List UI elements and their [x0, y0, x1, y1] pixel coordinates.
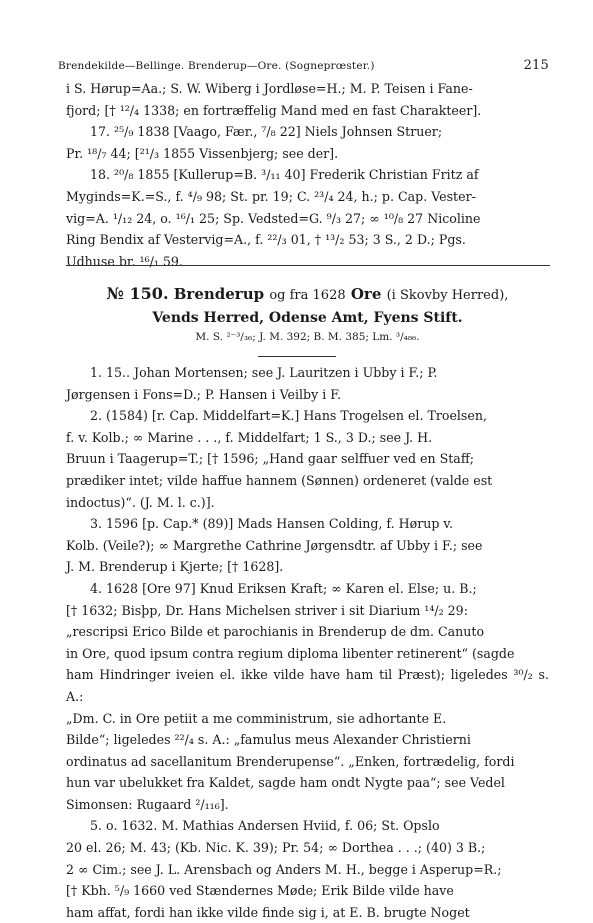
entry-line: Bruun i Taagerup=T.; [† 1596; „Hand gaar selffuer ved en Staff; [66, 451, 475, 467]
text-line: 18. ²⁰/₈ 1855 [Kullerup=B. ³/₁₁ 40] Frederik Christian Fritz af [90, 167, 479, 183]
entry-line: „Dm. C. in Ore petiit a me comministrum, sie adhortante E. [66, 710, 447, 726]
running-header [58, 58, 549, 73]
continuation-block [66, 78, 549, 272]
parish-title [66, 283, 549, 307]
entry-line: J. M. Brenderup i Kjerte; [† 1628]. [66, 559, 284, 575]
entry-line: [† Kbh. ⁵/₉ 1660 ved Stændernes Møde; Erik Bilde vilde have [66, 883, 454, 899]
entry-line: 4. 1628 [Ore 97] Knud Eriksen Kraft; ∞ Karen el. Else; u. B.; [90, 580, 477, 596]
parish-location: Vends Herred, Odense Amt, Fyens Stift. [152, 310, 463, 326]
entry-line: hun var ubelukket fra Kaldet, sagde ham ondt Nygte paa“; see Vedel [66, 775, 505, 791]
entry-line: 3. 1596 [p. Cap.* (89)] Mads Hansen Colding, f. Hørup v. [90, 516, 454, 532]
entry-line: 5. o. 1632. M. Mathias Andersen Hviid, f. 06; St. Opslo [90, 818, 440, 834]
text-line: Udhuse br. ¹⁶/₁ 59. [66, 253, 183, 269]
parish-heading [66, 283, 549, 345]
short-divider [258, 356, 336, 357]
entry-line: ordinatus ad sacellanitum Brenderupense“. „Enken, fortrædelig, fordi [66, 753, 515, 769]
entry-line: „rescripsi Erico Bilde et parochianis in Brenderup de dm. Canuto [66, 624, 485, 640]
entry-line: Bilde“; ligeledes ²²/₄ s. A.: „famulus meus Alexander Christierni [66, 732, 471, 748]
entry-line: Jørgensen i Fons=D.; P. Hansen i Veilby i F. [66, 386, 342, 402]
entry-line: 2 ∞ Cim.; see J. L. Arensbach og Anders M. H., begge i Asperup=R.; [66, 861, 502, 877]
annex-name: Ore [350, 285, 382, 303]
entries-block [66, 362, 549, 923]
entry-line: 2. (1584) [r. Cap. Middelfart=K.] Hans Trogelsen el. Troelsen, [90, 408, 487, 424]
text-line: Pr. ¹⁸/₇ 44; [²¹/₃ 1855 Vissenbjerg; see der]. [66, 145, 339, 161]
entry-line: ham affat, fordi han ikke vilde finde sig i, at E. B. brugte Noget [66, 904, 470, 920]
entry-line: in Ore, quod ipsum contra regium diploma libenter retinerent“ (sagde [66, 645, 515, 661]
parish-connector: og fra 1628 [269, 288, 346, 303]
annex-note: (i Skovby Herred), [386, 288, 509, 303]
entry-line: ham Hindringer iveien el. ikke vilde have ham til Præst); ligeledes ³⁰/₂ s. A.: [66, 667, 549, 704]
entry-line: Simonsen: Rugaard ²/₁₁₆]. [66, 796, 229, 812]
entry-line: prædiker intet; vilde haffue hannem (Sønnen) ordeneret (valde est [66, 472, 493, 488]
parish-number: № 150. [106, 284, 169, 303]
entry-line: 1. 15.. Johan Mortensen; see J. Lauritzen i Ubby i F.; P. [90, 365, 438, 380]
text-line: Ring Bendix af Vestervig=A., f. ²²/₃ 01, † ¹³/₂ 53; 3 S., 2 D.; Pgs. [66, 232, 466, 248]
page-number: 215 [523, 58, 549, 73]
parish-name: Brenderup [173, 285, 265, 303]
parish-references: M. S. ²⁻³/₃₆; J. M. 392; B. M. 385; Lm. ³/₄₈₆. [195, 331, 420, 343]
text-line: fjord; [† ¹²/₄ 1338; en fortræffelig Mand med en fast Charakteer]. [66, 102, 482, 118]
running-title: Brendekilde—Bellinge. Brenderup—Ore. (Sogneprœster.) [58, 60, 375, 72]
section-divider [66, 265, 550, 266]
entry-line: indoctus)“. (J. M. l. c.)]. [66, 494, 215, 510]
entry-line: 20 el. 26; M. 43; (Kb. Nic. K. 39); Pr. 54; ∞ Dorthea . . .; (40) 3 B.; [66, 840, 486, 856]
entry-line: Kolb. (Veile?); ∞ Margrethe Cathrine Jørgensdtr. af Ubby i F.; see [66, 537, 483, 553]
text-line: 17. ²⁵/₉ 1838 [Vaago, Fær., ⁷/₈ 22] Niels Johnsen Struer; [90, 124, 443, 140]
text-line: vig=A. ¹/₁₂ 24, o. ¹⁶/₁ 25; Sp. Vedsted=G. ⁹/₃ 27; ∞ ¹⁰/₈ 27 Nicoline [66, 210, 481, 226]
text-line: Myginds=K.=S., f. ⁴/₉ 98; St. pr. 19; C. ²³/₄ 24, h.; p. Cap. Vester- [66, 188, 476, 204]
text-line: i S. Hørup=Aa.; S. W. Wiberg i Jordløse=H.; M. P. Teisen i Fane- [66, 81, 473, 96]
entry-line: [† 1632; Bisþp, Dr. Hans Michelsen striver i sit Diarium ¹⁴/₂ 29: [66, 602, 468, 618]
entry-line: f. v. Kolb.; ∞ Marine . . ., f. Middelfart; 1 S., 3 D.; see J. H. [66, 429, 433, 445]
